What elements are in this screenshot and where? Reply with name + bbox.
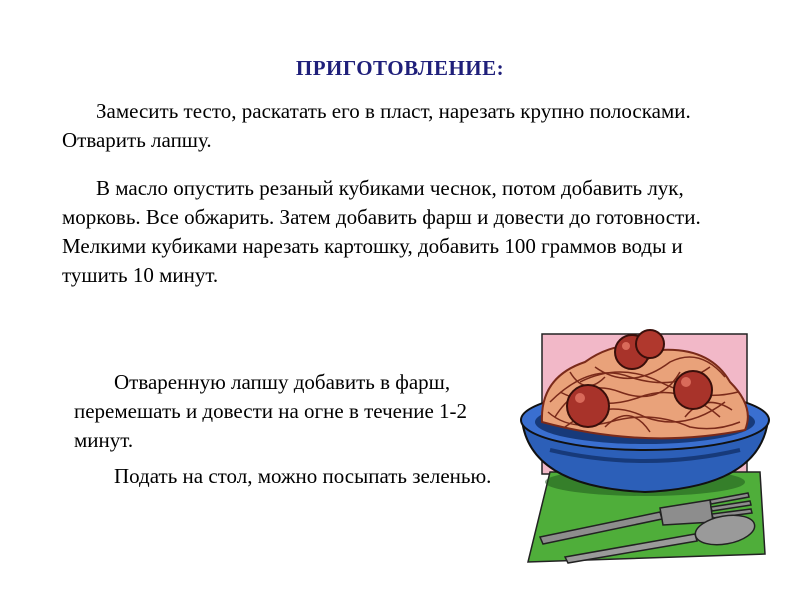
instruction-paragraph-2: В масло опустить резаный кубиками чеснок, потом добавить лук, морковь. Все обжарить. Затем добавить фарш и довести до готовности. Мелкими кубиками нарезать картошку, добавить 100 граммов воды и тушить 10 минут. [62,176,701,287]
spaghetti-bowl-icon [510,322,780,567]
page-title: ПРИГОТОВЛЕНИЕ: [295,56,505,80]
instruction-paragraph-1: Замесить тесто, раскатать его в пласт, нарезать крупно полосками. Отварить лапшу. [62,99,691,152]
instruction-paragraph-4: Подать на стол, можно посыпать зеленью. [114,464,492,488]
instruction-paragraph-3: Отваренную лапшу добавить в фарш, перемешать и довести на огне в течение 1-2 минут. [74,370,468,452]
